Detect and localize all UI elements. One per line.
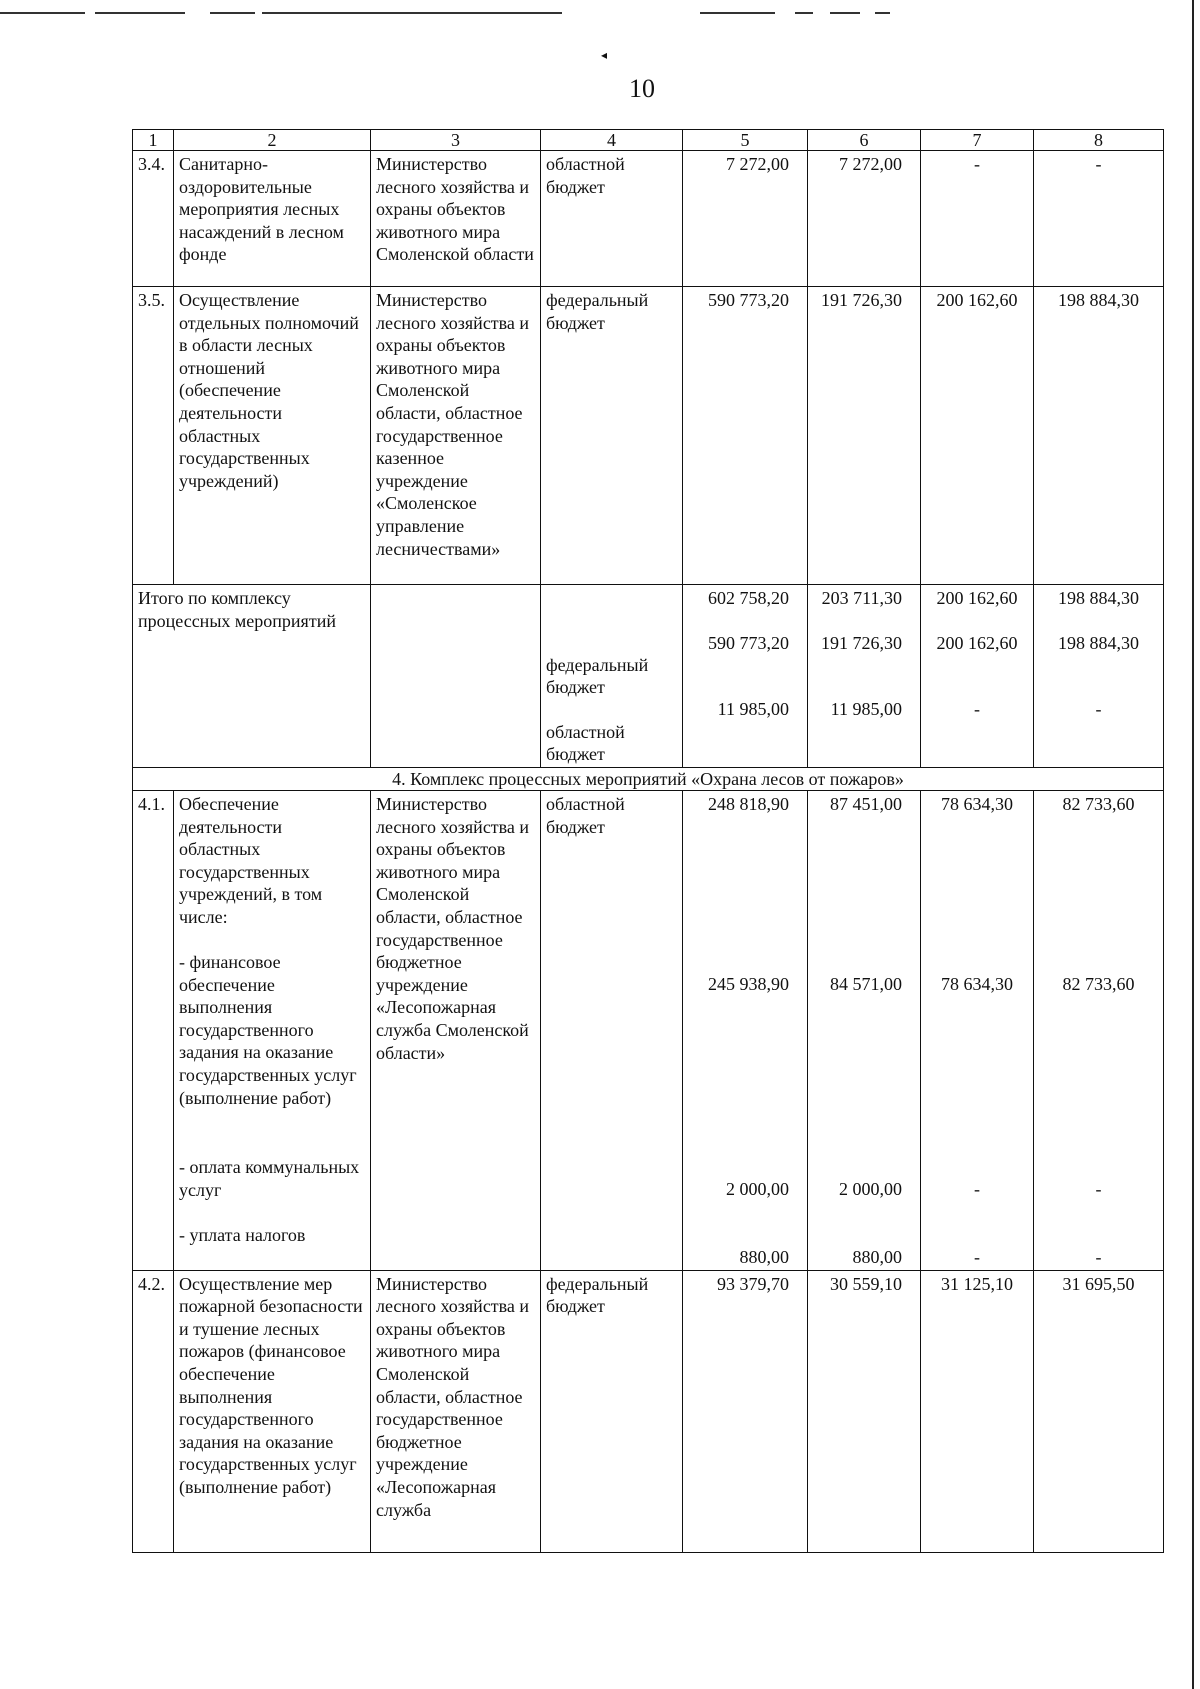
value-col-5: 590 773,20 <box>683 287 808 585</box>
table-row-3-4 <box>133 151 1164 287</box>
r41-col-7: 78 634,30 <box>941 793 1013 814</box>
table-header-row <box>133 130 1164 151</box>
header-cell: 2 <box>174 130 371 151</box>
r41-col-8: 82 733,60 <box>1062 793 1135 814</box>
total-regional-col-6: 11 985,00 <box>830 699 902 720</box>
total-federal-col-7: 200 162,60 <box>936 632 1018 653</box>
table-row-4-2 <box>133 1270 1164 1552</box>
header-cell: 8 <box>1034 130 1164 151</box>
measure-name-cell <box>174 790 371 1270</box>
row-number: 3.5. <box>133 287 174 585</box>
header-cell: 7 <box>921 130 1034 151</box>
r41-sub3-col-6: 880,00 <box>852 1246 902 1267</box>
value-col-8: 198 884,30 <box>1034 287 1164 585</box>
r41-col-6: 87 451,00 <box>830 793 902 814</box>
r41-sub1-col-5: 245 938,90 <box>708 973 789 994</box>
total-all-col-5: 602 758,20 <box>708 588 789 608</box>
r41-sub2-col-6: 2 000,00 <box>839 1178 902 1199</box>
header-cell: 5 <box>683 130 808 151</box>
r41-sub3-col-5: 880,00 <box>739 1246 789 1267</box>
table-row-3-5 <box>133 287 1164 585</box>
value-col-7: 200 162,60 <box>921 287 1034 585</box>
value-col-6 <box>808 790 921 1270</box>
value-col-7 <box>921 585 1034 768</box>
executor: Министерство лесного хозяйства и охраны объектов животного мира Смоленской области, областное государственное бюджетное учреждение «Лесопожарная служба Смоленской области» <box>371 790 541 1270</box>
row-number: 3.4. <box>133 151 174 287</box>
measure-name: Осуществление отдельных полномочий в области лесных отношений (обеспечение деятельности областных государственных учреждений) <box>174 287 371 585</box>
total-all-col-7: 200 162,60 <box>936 588 1018 608</box>
sub-measure-2: - оплата коммунальных услуг <box>179 1156 360 1200</box>
value-col-8: - <box>1034 151 1164 287</box>
scan-artifact-top <box>0 12 1200 18</box>
header-cell: 1 <box>133 130 174 151</box>
value-col-7: 31 125,10 <box>921 1270 1034 1552</box>
measure-name: Обеспечение деятельности областных государственных учреждений, в том числе: <box>179 793 323 927</box>
value-col-5 <box>683 790 808 1270</box>
header-cell: 6 <box>808 130 921 151</box>
total-federal-col-8: 198 884,30 <box>1058 632 1139 653</box>
executor <box>371 585 541 768</box>
value-col-8: 31 695,50 <box>1034 1270 1164 1552</box>
scan-dot: ◂ <box>601 48 608 62</box>
budget-table <box>132 129 1164 1553</box>
value-col-6: 30 559,10 <box>808 1270 921 1552</box>
section-title: 4. Комплекс процессных мероприятий «Охрана лесов от пожаров» <box>133 767 1164 790</box>
value-col-5 <box>683 585 808 768</box>
sub-measure-1: - финансовое обеспечение выполнения государственного задания на оказание государственных услуг (выполнение работ) <box>179 951 357 1108</box>
header-cell: 4 <box>541 130 683 151</box>
r41-sub3-col-8: - <box>1095 1246 1102 1267</box>
measure-name: Осуществление мер пожарной безопасности и тушение лесных пожаров (финансовое обеспечение выполнения государственного задания на оказание государственных услуг (выполнение работ) <box>174 1270 371 1552</box>
funding-source-cell <box>541 585 683 768</box>
funding-source: федеральный бюджет <box>541 287 683 585</box>
total-federal-col-5: 590 773,20 <box>708 632 789 653</box>
table-row-4-1 <box>133 790 1164 1270</box>
row-number: 4.2. <box>133 1270 174 1552</box>
section-header-row <box>133 767 1164 790</box>
executor: Министерство лесного хозяйства и охраны объектов животного мира Смоленской области, областное государственное бюджетное учреждение «Лесопожарная служба <box>371 1270 541 1552</box>
r41-sub1-col-8: 82 733,60 <box>1062 973 1135 994</box>
total-regional-col-5: 11 985,00 <box>717 699 789 720</box>
value-col-6: 191 726,30 <box>808 287 921 585</box>
total-all-col-8: 198 884,30 <box>1058 588 1139 608</box>
value-col-8 <box>1034 790 1164 1270</box>
value-col-5: 7 272,00 <box>683 151 808 287</box>
r41-col-5: 248 818,90 <box>708 793 789 814</box>
r41-sub2-col-8: - <box>1095 1178 1102 1199</box>
value-col-5: 93 379,70 <box>683 1270 808 1552</box>
funding-source: областной бюджет <box>541 151 683 287</box>
measure-name: Санитарно-оздоровительные мероприятия лесных насаждений в лесном фонде <box>174 151 371 287</box>
executor: Министерство лесного хозяйства и охраны объектов животного мира Смоленской области, областное государственное казенное учреждение «Смоленское управление лесничествами» <box>371 287 541 585</box>
r41-sub2-col-7: - <box>974 1178 980 1199</box>
funding-source: федеральный бюджет <box>541 1270 683 1552</box>
executor: Министерство лесного хозяйства и охраны объектов животного мира Смоленской области <box>371 151 541 287</box>
header-cell: 3 <box>371 130 541 151</box>
value-col-8 <box>1034 585 1164 768</box>
funding-source-regional: областной бюджет <box>546 721 625 765</box>
funding-source: областной бюджет <box>541 790 683 1270</box>
total-federal-col-6: 191 726,30 <box>821 632 902 653</box>
table-row-total <box>133 585 1164 768</box>
row-number: 4.1. <box>133 790 174 1270</box>
total-all-col-6: 203 711,30 <box>821 588 902 608</box>
sub-measure-3: - уплата налогов <box>179 1224 306 1245</box>
total-label: Итого по комплексу процессных мероприятий <box>133 585 371 768</box>
funding-source-federal: федеральный бюджет <box>546 654 649 698</box>
page-number: 10 <box>629 74 655 103</box>
value-col-6 <box>808 585 921 768</box>
value-col-6: 7 272,00 <box>808 151 921 287</box>
value-col-7: - <box>921 151 1034 287</box>
value-col-7 <box>921 790 1034 1270</box>
total-regional-col-8: - <box>1095 699 1102 720</box>
scan-artifact-right-edge <box>1192 0 1194 1689</box>
r41-sub1-col-6: 84 571,00 <box>830 973 902 994</box>
r41-sub3-col-7: - <box>974 1246 980 1267</box>
r41-sub2-col-5: 2 000,00 <box>726 1178 789 1199</box>
r41-sub1-col-7: 78 634,30 <box>941 973 1013 994</box>
total-regional-col-7: - <box>974 699 980 720</box>
